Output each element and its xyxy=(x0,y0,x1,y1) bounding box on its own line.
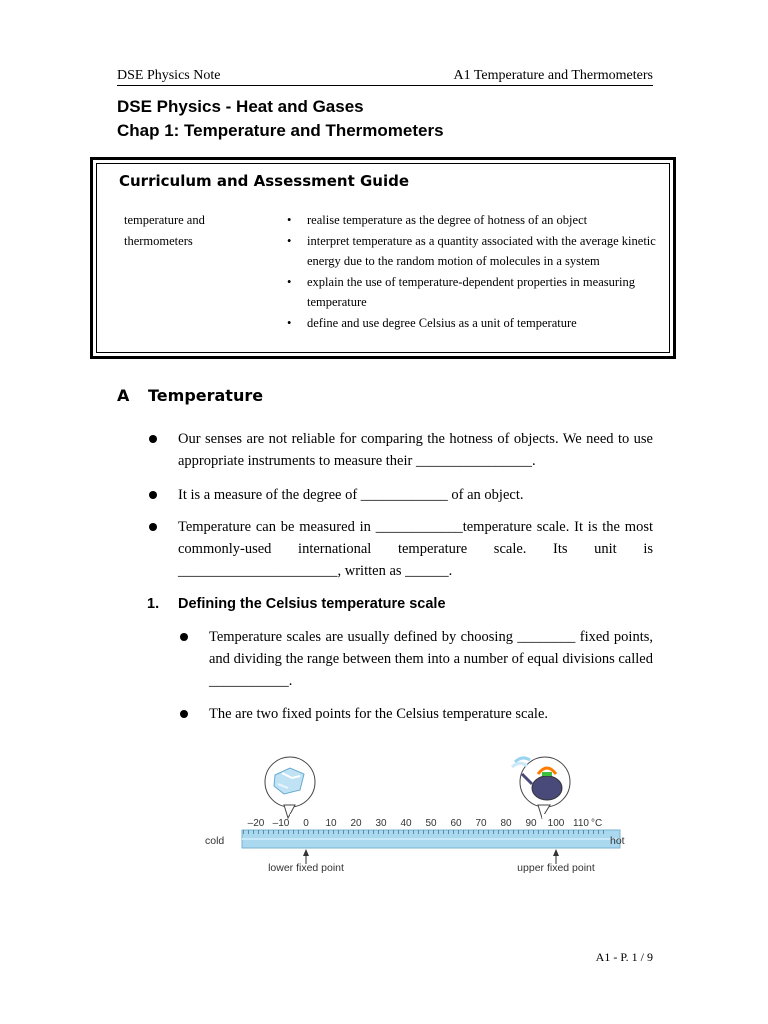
scale-tick-label: 70 xyxy=(475,818,487,829)
scale-tick-label: 100 xyxy=(547,818,565,829)
bullet-text: Temperature scales are usually defined by choosing ________ fixed points, and dividing the range between them into a number of equal divisions called ___________. xyxy=(209,629,653,689)
cold-label: cold xyxy=(205,835,225,847)
curriculum-guide-inner-border xyxy=(96,163,670,353)
bullet-item xyxy=(178,484,653,506)
curriculum-guide-box xyxy=(90,157,676,359)
subsection-1-heading xyxy=(147,596,446,612)
curriculum-guide-topic xyxy=(124,210,274,251)
section-a-title: Temperature xyxy=(148,386,264,405)
bullet-item xyxy=(209,703,653,725)
ice-bubble-icon xyxy=(265,757,315,818)
scale-tick-label: 50 xyxy=(425,818,437,829)
bullet-item xyxy=(178,428,653,472)
scale-tick-label: –10 xyxy=(272,818,290,829)
hot-label: hot xyxy=(610,835,625,847)
scale-tick-label: 30 xyxy=(375,818,387,829)
page-number: A1 - P. 1 / 9 xyxy=(595,950,653,964)
scale-tick-label: 10 xyxy=(325,818,337,829)
header-left: DSE Physics Note xyxy=(117,68,221,83)
bullet-dot-icon xyxy=(180,633,188,641)
upper-fixed-point-label: upper fixed point xyxy=(517,862,595,874)
scale-tick-label: 40 xyxy=(400,818,412,829)
scale-tick-labels xyxy=(248,818,590,829)
bullet-dot-icon xyxy=(149,491,157,499)
bullet-dot-icon xyxy=(149,435,157,443)
bullet-text: It is a measure of the degree of ____________ of an object. xyxy=(178,487,524,503)
scale-tick-label: 20 xyxy=(350,818,362,829)
scale-tick-label: –20 xyxy=(247,818,265,829)
scale-tick-label: 60 xyxy=(450,818,462,829)
celsius-scale-figure xyxy=(200,740,630,880)
lower-fixed-point-label: lower fixed point xyxy=(268,862,344,874)
section-a-heading xyxy=(117,386,263,405)
bullet-item xyxy=(209,626,653,692)
boiling-kettle-bubble-icon xyxy=(512,757,570,818)
scale-tick-label: 90 xyxy=(525,818,537,829)
thermometer-scale-bar xyxy=(242,830,620,848)
header-right: A1 Temperature and Thermometers xyxy=(453,68,653,83)
scale-tick-label: 80 xyxy=(500,818,512,829)
topic-line-1: temperature and xyxy=(124,213,205,227)
subsection-1-number: 1. xyxy=(147,596,160,612)
guide-item: • interpret temperature as a quantity associated with the average kinetic energy due to the random motion of molecules in a system xyxy=(287,231,667,272)
bullet-text: The are two fixed points for the Celsius temperature scale. xyxy=(209,706,549,722)
curriculum-guide-list xyxy=(287,210,667,333)
bullet-dot-icon xyxy=(149,523,157,531)
page-header xyxy=(117,67,653,86)
page-title-line1: DSE Physics - Heat and Gases xyxy=(117,97,364,116)
guide-item: • realise temperature as the degree of hotness of an object xyxy=(287,210,667,231)
subsection-1-title: Defining the Celsius temperature scale xyxy=(178,596,446,612)
topic-line-2: thermometers xyxy=(124,233,193,248)
guide-item: • explain the use of temperature-dependent properties in measuring temperature xyxy=(287,272,667,313)
section-a-letter: A xyxy=(117,386,130,405)
bullet-item xyxy=(178,516,653,582)
bullet-text: Temperature can be measured in ____________temperature scale. It is the most commonly-used international temperature scale. Its unit is ______________________, written as ______. xyxy=(178,519,653,579)
scale-tick-label: 110 xyxy=(573,818,589,829)
scale-tick-label: 0 xyxy=(303,818,309,829)
celsius-scale-svg xyxy=(200,740,630,880)
curriculum-guide-title: Curriculum and Assessment Guide xyxy=(119,172,410,190)
guide-item: • define and use degree Celsius as a unit of temperature xyxy=(287,313,667,334)
scale-unit-label: °C xyxy=(591,818,603,829)
bullet-text: Our senses are not reliable for comparing the hotness of objects. We need to use appropriate instruments to measure their ________________. xyxy=(178,431,653,469)
bullet-dot-icon xyxy=(180,710,188,718)
page-title-line2: Chap 1: Temperature and Thermometers xyxy=(117,121,444,140)
